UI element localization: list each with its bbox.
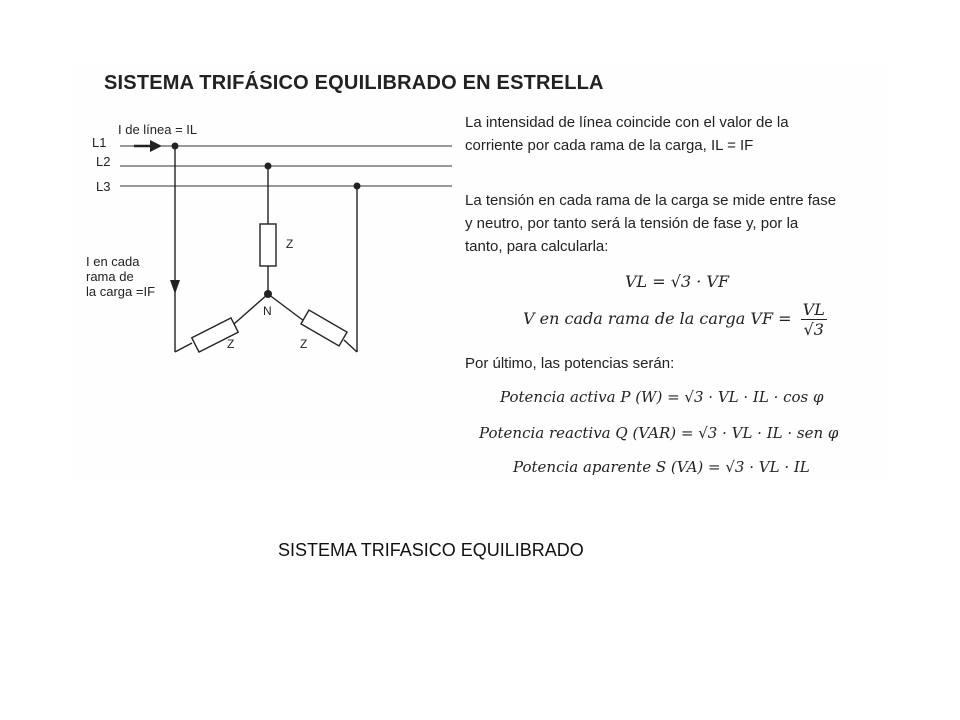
branch-current-label-2: rama de (86, 269, 134, 284)
text-line: corriente por cada rama de la carga, IL = IF (465, 137, 754, 154)
fraction (801, 300, 827, 339)
neutral-label: N (263, 304, 272, 318)
equation-reactive-power: Potencia reactiva Q (VAR) = √3 · VL · IL · sen φ (479, 424, 839, 442)
equation-line-voltage: VL = √3 · VF (625, 272, 730, 291)
impedance-label-right: Z (300, 337, 308, 351)
text-line: y neutro, por tanto será la tensión de fase y, por la (465, 215, 799, 232)
line-current-arrow (150, 140, 162, 152)
equation-active-power: Potencia activa P (W) = √3 · VL · IL · cos φ (500, 388, 824, 406)
paragraph-line-current (465, 111, 789, 157)
equation-apparent-power: Potencia aparente S (VA) = √3 · VL · IL (513, 458, 810, 476)
line-label-L3: L3 (96, 179, 111, 194)
line-label-L2: L2 (96, 154, 111, 169)
paragraph-phase-voltage (465, 189, 836, 258)
line-label-L1: L1 (92, 135, 107, 150)
fraction-denominator: √3 (803, 320, 824, 339)
fraction-numerator: VL (802, 300, 825, 319)
equation-phase-voltage (523, 300, 827, 339)
branch-current-arrow (170, 280, 180, 294)
equation-text: V en cada rama de la carga VF = (523, 309, 797, 328)
impedance-label-top: Z (286, 237, 294, 251)
star-connection-diagram (72, 62, 472, 480)
impedance-top (260, 224, 276, 266)
line-current-label: I de línea = IL (118, 122, 198, 137)
page-title: SISTEMA TRIFÁSICO EQUILIBRADO EN ESTRELLA (104, 72, 604, 94)
paragraph-powers: Por último, las potencias serán: (465, 355, 675, 372)
slide-caption: SISTEMA TRIFASICO EQUILIBRADO (278, 540, 584, 560)
text-line: tanto, para calcularla: (465, 238, 609, 255)
text-line: La intensidad de línea coincide con el valor de la (465, 114, 789, 131)
slide-image (72, 62, 890, 480)
impedance-label-left: Z (227, 337, 235, 351)
text-line: La tensión en cada rama de la carga se mide entre fase (465, 192, 837, 209)
branch-current-label-3: la carga =IF (86, 284, 156, 299)
branch-current-label-1: I en cada (86, 254, 140, 269)
impedance-right (301, 310, 347, 346)
